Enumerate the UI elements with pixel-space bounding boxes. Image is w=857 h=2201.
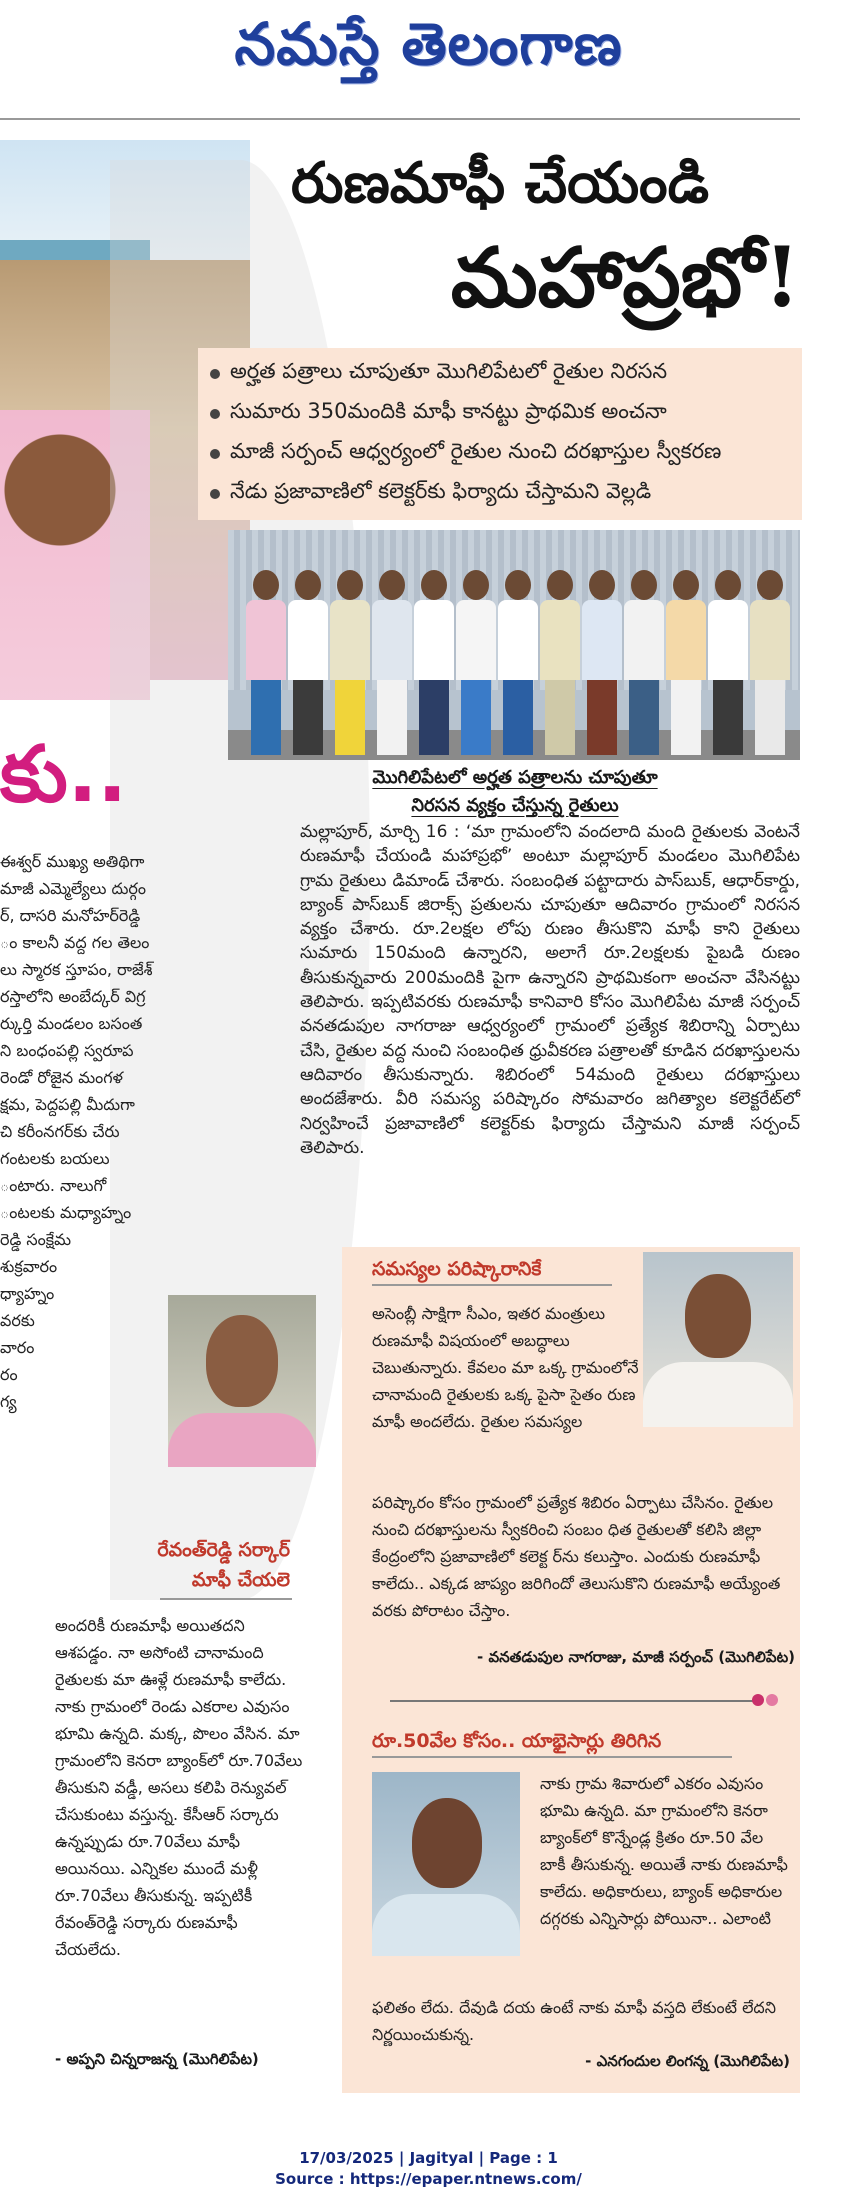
headline-line2: మహాప్రభో!	[450, 230, 800, 326]
quote1-title-rule	[372, 1284, 612, 1286]
farmer-figure	[372, 570, 412, 755]
left-column-line: ఈశ్వర్ ముఖ్య అతిథిగా	[0, 852, 145, 871]
quote2-title: రూ.50వేల కోసం.. యాభైసార్లు తిరిగిన	[372, 1730, 662, 1752]
bullet-dot-icon	[210, 449, 220, 459]
highlight-item	[198, 474, 802, 514]
farmer-figure	[708, 570, 748, 755]
farmer-figure	[498, 570, 538, 755]
highlight-text: సుమారు 350మందికి మాఫీ కానట్టు ప్రాథమిక అంచనా	[230, 399, 667, 423]
masthead-rule	[0, 118, 800, 120]
farmer-figure	[456, 570, 496, 755]
highlight-item	[198, 434, 802, 474]
divider-dot-icon	[766, 1694, 778, 1706]
linganna-portrait	[372, 1772, 520, 1956]
left-column-line: శుక్రవారం	[0, 1257, 58, 1276]
portrait-face	[206, 1315, 278, 1407]
quote1-signature: - వనతడుపుల నాగరాజు, మాజీ సర్పంచ్ (మొగిలిపేట)	[477, 1648, 795, 1666]
left-column-line: ర్, దాసరి మనోహర్‌రెడ్డి	[0, 906, 141, 925]
farmer-figure	[246, 570, 286, 755]
farmer-figure	[288, 570, 328, 755]
story-body: మల్లాపూర్, మార్చి 16 : ‘మా గ్రామంలోని వందలాది మంది రైతులకు వెంటనే రుణమాఫీ చేయండి మహాప్రభో’ అంటూ మల్లాపూర్ మండలం మొగిలిపేట గ్రామ రైతులు డిమాండ్ చేశారు. సంబంధిత పట్టాదారు పాస్‌బుక్, ఆధార్‌కార్డు, బ్యాంక్ పాస్‌బుక్ జిరాక్స్ ప్రతులను చూపుతూ ఆదివారం గ్రామంలో నిరసన వ్యక్తం చేశారు. రూ.2లక్షల లోపు రుణం తీసుకొని మాఫీ కాని రైతులు సుమారు 150మంది ఉన్నారని, అలాగే రూ.2లక్షలకు పైబడి రుణం తీసుకున్నవారు 200మందికి పైగా ఉన్నారని ప్రాథమికంగా అంచనా వేసినట్టు తెలిపారు. ఇప్పటివరకు రుణమాఫీ కానివారి కోసం మొగిలిపేట మాజీ సర్పంచ్ వనతడుపుల నాగరాజు ఆధ్వర్యంలో గ్రామంలో ప్రత్యేక శిబిరాన్ని ఏర్పాటు చేసి, రైతుల వద్ద నుంచి సంబంధిత ధ్రువీకరణ పత్రాలతో కూడిన దరఖాస్తులను ఆదివారం తీసుకున్నారు. శిబిరంలో 54మంది రైతులు దరఖాస్తులు అందజేశారు. వీరి సమస్య పరిష్కారం సోమవారం జగిత్యాల కలెక్టరేట్‌లో నిర్వహించే ప్రజావాణిలో కలెక్టర్‌కు ఫిర్యాదు చేస్తామని మాజీ సర్పంచ్ తెలిపారు.	[300, 822, 801, 1158]
quote3-title-rule	[160, 1598, 292, 1600]
highlight-item	[198, 394, 802, 434]
left-column-line: ని బంధంపల్లి స్వరూప	[0, 1041, 134, 1060]
caption-line1: మొగిలిపేటలో అర్హత పత్రాలను చూపుతూ	[372, 767, 658, 788]
quote3-signature: - అప్పని చిన్నరాజన్న (మొగిలిపేట)	[55, 2050, 259, 2068]
farmer-figure	[582, 570, 622, 755]
portrait-shirt	[643, 1362, 793, 1427]
farmer-figure	[330, 570, 370, 755]
left-column-line: గ్య	[0, 1392, 17, 1411]
left-column-line: వరకు	[0, 1311, 35, 1330]
left-column-line: ధ్యాహ్నం	[0, 1284, 55, 1303]
highlights-box	[198, 348, 802, 520]
quote1-title: సమస్యల పరిష్కారానికే	[372, 1258, 542, 1280]
quote1-text-b: పరిష్కారం కోసం గ్రామంలో ప్రత్యేక శిబిరం ఏర్పాటు చేసినం. రైతుల నుంచి దరఖాస్తులను స్వీకరించి సంబం ధిత రైతులతో కలిసి జిల్లా కేంద్రంలోని ప్రజావాణిలో కలెక్ట ర్‌ను కలుస్తాం. ఎందుకు రుణమాఫీ కాలేదు.. ఎక్కడ జాప్యం జరిగిందో తెలుసుకొని రుణమాఫీ అయ్యేంత వరకు పోరాటం చేస్తాం.	[372, 1493, 781, 1620]
left-column-line: వారం	[0, 1338, 35, 1357]
quote3-title-line1: రేవంత్‌రెడ్డి సర్కార్	[157, 1539, 290, 1561]
farmer-figure	[414, 570, 454, 755]
quote2-text-b: ఫలితం లేదు. దేవుడి దయ ఉంటే నాకు మాఫీ వస్తది లేకుంటే లేదని నిర్ణయించుకున్న.	[372, 1998, 776, 2044]
caption-line2: నిరసన వ్యక్తం చేస్తున్న రైతులు	[411, 795, 619, 816]
quote3-title-line2: మాఫీ చేయలె	[191, 1569, 290, 1591]
headline-line1: రుణమాఫీ చేయండి	[290, 150, 710, 216]
quote2-title-rule	[372, 1756, 732, 1758]
left-column-line: ంటలకు మధ్యాహ్నం	[0, 1203, 132, 1222]
sarpanch-portrait	[643, 1252, 793, 1427]
farmer-figure	[540, 570, 580, 755]
quote-divider	[390, 1700, 760, 1702]
left-column-line: క్షమ, పెద్దపల్లి మీదుగా	[0, 1095, 135, 1114]
left-column-line: ం కాలనీ వద్ద గల తెలం	[0, 933, 150, 952]
farmer-figure	[666, 570, 706, 755]
left-column-line: రం	[0, 1365, 18, 1384]
left-column-text	[0, 848, 170, 1415]
photo-caption	[300, 764, 730, 820]
bullet-dot-icon	[210, 369, 220, 379]
quote1-text-a: అసెంబ్లీ సాక్షిగా సీఎం, ఇతర మంత్రులు రుణమాఫీ విషయంలో అబద్ధాలు చెబుతున్నారు. కేవలం మా ఒక్క గ్రామంలోనే చానామంది రైతులకు ఒక్క పైసా సైతం రుణ మాఫీ అందలేదు. రైతుల సమస్యల	[372, 1304, 639, 1431]
left-column-line: రెడ్డి సంక్షేమ	[0, 1230, 72, 1249]
highlight-text: మాజీ సర్పంచ్ ఆధ్వర్యంలో రైతుల నుంచి దరఖాస్తుల స్వీకరణ	[230, 439, 722, 463]
farmer-figure	[750, 570, 790, 755]
highlight-text: అర్హత పత్రాలు చూపుతూ మొగిలిపేటలో రైతుల నిరసన	[230, 359, 668, 383]
farmer-figure	[624, 570, 664, 755]
portrait-shirt	[372, 1894, 520, 1956]
quote3-text: అందరికీ రుణమాఫీ అయితదని ఆశపడ్డం. నా అసోంటి చానామంది రైతులకు మా ఊళ్లే రుణమాఫీ కాలేదు. నాకు గ్రామంలో రెండు ఎకరాల ఎవుసం భూమి ఉన్నది. మక్క, పొలం వేసిన. మా గ్రామంలోని కెనరా బ్యాంక్‌లో రూ.70వేలు తీసుకుని వడ్డీ, అసలు కలిపి రెన్యువల్ చేసుకుంటు వస్తున్న. కేసీఆర్ సర్కారు ఉన్నప్పుడు రూ.70వేలు మాఫీ అయినయి. ఎన్నికల ముందే మళ్లీ రూ.70వేలు తీసుకున్న. ఇప్పటికీ రేవంత్‌రెడ్డి సర్కారు రుణమాఫీ చేయలేదు.	[55, 1616, 303, 1959]
left-column-line: గంటలకు బయలు	[0, 1149, 110, 1168]
footer-source-line: Source : https://epaper.ntnews.com/	[275, 2170, 582, 2188]
footer	[0, 2148, 857, 2190]
newspaper-logo: నమస్తే తెలంగాణ	[234, 10, 623, 78]
highlight-item	[198, 354, 802, 394]
left-column-line: ంటారు. నాలుగో	[0, 1176, 107, 1195]
bullet-dot-icon	[210, 409, 220, 419]
masthead	[0, 0, 857, 118]
appani-portrait	[168, 1295, 316, 1467]
left-column-line: రస్తాలోని అంబేద్కర్ విగ్ర	[0, 987, 146, 1006]
farmers-group-photo	[228, 530, 800, 760]
portrait-face	[685, 1274, 751, 1358]
left-column-line: రెండో రోజైన మంగళ	[0, 1068, 123, 1087]
portrait-shirt	[168, 1413, 316, 1467]
divider-dot-icon	[752, 1694, 764, 1706]
left-column-line: ర్కుర్తి మండలం బసంత	[0, 1014, 143, 1033]
footer-date-line: 17/03/2025 | Jagityal | Page : 1	[299, 2149, 558, 2167]
bullet-dot-icon	[210, 489, 220, 499]
left-column-line: లు స్మారక స్తూపం, రాజేశ్	[0, 960, 153, 979]
left-column-line: చి కరీంనగర్‌కు చేరు	[0, 1122, 120, 1141]
quote2-text-a: నాకు గ్రామ శివారులో ఎకరం ఎవుసం భూమి ఉన్నది. మా గ్రామంలోని కెనరా బ్యాంక్‌లో కొన్నేండ్ల క్రితం రూ.50 వేల బాకీ తీసుకున్న. అయితే నాకు రుణమాఫీ కాలేదు. అధికారులు, బ్యాంక్ అధికారుల దగ్గరకు ఎన్నిసార్లు పోయినా.. ఎలాంటి	[540, 1774, 788, 1928]
cut-headline: కు..	[0, 730, 127, 820]
highlight-text: నేడు ప్రజావాణిలో కలెక్టర్‌కు ఫిర్యాదు చేస్తామని వెల్లడి	[230, 479, 652, 503]
portrait-face	[412, 1798, 482, 1888]
quote3-title	[50, 1535, 290, 1595]
quote2-signature: - ఎనగందుల లింగన్న (మొగిలిపేట)	[585, 2052, 790, 2070]
left-column-line: మాజీ ఎమ్మెల్యేలు దుర్గం	[0, 879, 146, 898]
